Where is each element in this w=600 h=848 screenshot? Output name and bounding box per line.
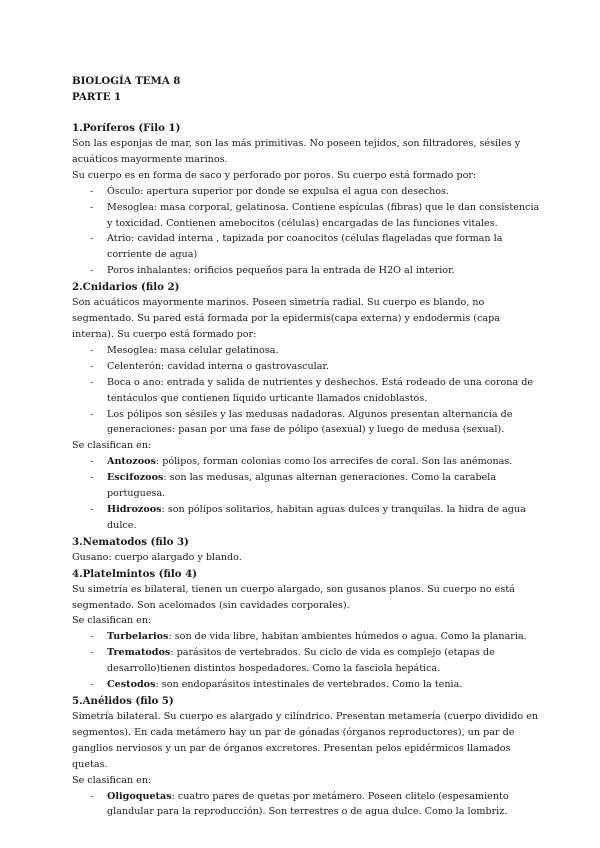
dash-bullet-icon: - (90, 265, 94, 277)
doc-subtitle: PARTE 1 (72, 91, 122, 103)
list-item: - Los pólipos son sésiles y las medusas nadadoras. Algunos presentan alternancia de generaciones: pasan por una fase de pólipo (asexual) y luego de medusa (sexual). (90, 408, 513, 436)
list-item: - Trematodos: parásitos de vertebrados. Su ciclo de vida es complejo (etapas de desarrollo)tienen distintos hospedadores. Como la fasciola hepática. (90, 647, 495, 675)
list-item: - Atrio: cavidad interna , tapizada por coanocitos (células flageladas que forman la corriente de agua) (90, 233, 503, 261)
list-item: - Turbelarios: son de vida libre, habitan ambientes húmedos o agua. Como la planaria. (72, 629, 542, 645)
list-item: - Celenterón: cavidad interna o gastrovascular. (72, 359, 542, 375)
list-item: - Mesoglea: masa corporal, gelatinosa. Contiene espículas (fibras) que le dan consistencia y toxicidad. Contienen amebocitos (células) encargadas de las funciones vitales. (90, 201, 540, 229)
dash-bullet-icon: - (90, 360, 94, 372)
doc-title: BIOLOGÍA TEMA 8 (72, 75, 181, 87)
list-item: - Oligoquetas: cuatro pares de quetas por metámero. Poseen clitelo (espesamiento glandular para la reproducción). Son terrestres o de agua dulce. Como la lombriz. (90, 790, 509, 818)
dash-bullet-icon: - (90, 233, 94, 245)
dash-bullet-icon: - (90, 456, 94, 468)
term: Escifozoos (107, 472, 164, 484)
paragraph: Se clasifican en: (72, 615, 152, 627)
term: Cestodos (107, 679, 156, 691)
dash-bullet-icon: - (90, 344, 94, 356)
list-item: - Poros inhalantes: orificios pequeños para la entrada de H2O al interior. (72, 263, 542, 279)
list-item: - Ósculo: apertura superior por donde se expulsa el agua con desechos. (72, 184, 542, 200)
dash-bullet-icon: - (90, 408, 94, 420)
paragraph: Son las esponjas de mar, son las más primitivas. No poseen tejidos, son filtradores, sésiles y acuáticos mayormente marinos. (72, 138, 521, 165)
paragraph: Se clasifican en: (72, 774, 152, 786)
paragraph: Se clasifican en: (72, 440, 152, 452)
paragraph: Simetría bilateral. Su cuerpo es alargado y cilíndrico. Presentan metamería (cuerpo dividido en segmentos). En cada metámero hay un par de gónadas (órganos reproductores), un par de ganglios nerviosos y un par de órganos excretores. Presentan pelos epidérmicos llamados quetas. (72, 711, 539, 770)
spacer (72, 105, 542, 120)
dash-bullet-icon: - (90, 679, 94, 691)
dash-bullet-icon: - (90, 376, 94, 388)
section-heading-cnidarios: 2.Cnidarios (filo 2) (72, 281, 180, 294)
paragraph: Su simetría es bilateral, tienen un cuerpo alargado, son gusanos planos. Su cuerpo no está segmentado. Son acelomados (sin cavidades corporales). (72, 583, 515, 611)
section-heading-nematodos: 3.Nematodos (filo 3) (72, 535, 189, 548)
paragraph: Su cuerpo es en forma de saco y perforado por poros. Su cuerpo está formado por: (72, 169, 477, 181)
term: Oligoquetas (107, 790, 172, 802)
dash-bullet-icon: - (90, 472, 94, 484)
section-heading-platelmintos: 4.Platelmintos (filo 4) (72, 567, 198, 580)
dash-bullet-icon: - (90, 503, 94, 515)
list-item: - Boca o ano: entrada y salida de nutrientes y deshechos. Está rodeado de una corona de tentáculos que contienen líquido urticante llamados cnidoblastos. (90, 376, 534, 404)
dash-bullet-icon: - (90, 790, 94, 802)
list-item: - Cestodos: son endoparásitos intestinales de vertebrados. Como la tenia. (72, 677, 542, 693)
term: Hidrozoos (107, 503, 162, 515)
section-heading-poriferos: 1.Poríferos (Filo 1) (72, 122, 181, 134)
dash-bullet-icon: - (90, 185, 94, 197)
list-item: - Hidrozoos: son pólipos solitarios, habitan aguas dulces y tranquilas. la hidra de agua dulce. (90, 503, 526, 531)
document-body (72, 73, 542, 820)
dash-bullet-icon: - (90, 647, 94, 659)
dash-bullet-icon: - (90, 631, 94, 643)
term: Turbelarios (107, 631, 169, 643)
list-item: - Mesoglea: masa celular gelatinosa. (72, 343, 542, 359)
paragraph: Gusano: cuerpo alargado y blando. (72, 551, 242, 563)
paragraph: Son acuáticos mayormente marinos. Poseen simetría radial. Su cuerpo es blando, no segmentado. Su pared está formada por la epidermis(capa externa) y endodermis (capa interna). Su cuerpo está formado por: (72, 297, 500, 340)
section-heading-anelidos: 5.Anélidos (filo 5) (72, 695, 174, 707)
term: Antozoos (107, 456, 156, 468)
dash-bullet-icon: - (90, 201, 94, 213)
list-item: - Escifozoos: son las medusas, algunas alternan generaciones. Como la carabela portuguesa. (90, 472, 497, 500)
term: Trematodos (107, 647, 171, 659)
list-item: - Antozoos: pólipos, forman colonias como los arrecifes de coral. Son las anémonas. (72, 454, 542, 470)
